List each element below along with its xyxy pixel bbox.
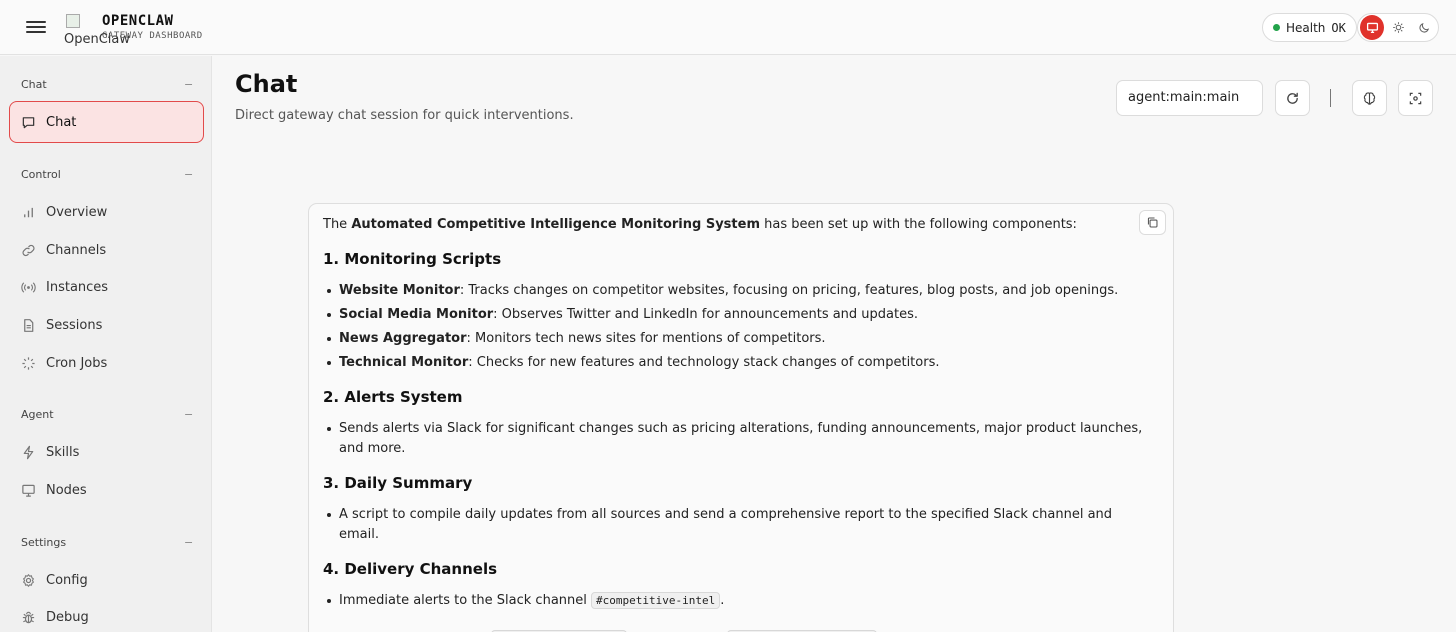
copy-message-button[interactable] — [1139, 210, 1166, 235]
page-subtitle: Direct gateway chat session for quick interventions. — [235, 108, 574, 123]
section-heading: 1. Monitoring Scripts — [323, 250, 502, 268]
sidebar-item-skills[interactable] — [9, 434, 204, 470]
collapse-agent-button[interactable]: − — [184, 408, 194, 421]
moon-icon — [1418, 21, 1431, 34]
alerts-list — [323, 419, 1143, 459]
monitor-icon — [1366, 21, 1379, 34]
refresh-icon — [1285, 91, 1300, 106]
sidebar-item-cron-jobs[interactable] — [9, 345, 204, 381]
sidebar-item-sessions[interactable] — [9, 307, 204, 343]
session-key-input[interactable]: agent:main:main — [1116, 80, 1263, 116]
loader-icon — [21, 356, 36, 371]
theme-system-button[interactable] — [1360, 15, 1384, 40]
section-heading: 2. Alerts System — [323, 388, 463, 406]
item-text: : Monitors tech news sites for mentions of competitors. — [466, 331, 826, 346]
thinking-toggle-button[interactable] — [1352, 80, 1387, 116]
broken-image-icon — [66, 14, 80, 28]
collapse-chat-button[interactable]: − — [184, 78, 194, 91]
health-status-dot — [1273, 24, 1280, 31]
brand-subtitle: GATEWAY DASHBOARD — [102, 31, 203, 41]
summary-list — [323, 505, 1143, 545]
toolbar-divider — [1330, 89, 1331, 107]
sidebar-item-label: Instances — [46, 279, 109, 295]
sidebar-group-control: Control — [21, 168, 61, 181]
item-text: : Tracks changes on competitor websites, focusing on pricing, features, blog posts, and job openings. — [459, 283, 1119, 298]
bug-icon — [21, 610, 36, 625]
assistant-message — [308, 203, 1174, 632]
sidebar-item-label: Sessions — [46, 317, 103, 333]
sidebar-item-label: Channels — [46, 242, 107, 258]
theme-light-button[interactable] — [1386, 15, 1410, 40]
sidebar-item-overview[interactable] — [9, 194, 204, 230]
sidebar-item-instances[interactable] — [9, 269, 204, 305]
health-label: Health — [1286, 20, 1326, 35]
message-intro — [323, 215, 1143, 235]
slack-channel-code: #competitive-intel — [591, 592, 720, 609]
link-icon — [21, 243, 36, 258]
item-text: : Checks for new features and technology stack changes of competitors. — [468, 355, 940, 370]
health-status: OK — [1331, 20, 1346, 35]
sidebar-item-label: Overview — [46, 204, 108, 220]
chat-bubble-icon — [21, 115, 36, 130]
copy-icon — [1146, 216, 1159, 229]
sun-icon — [1392, 21, 1405, 34]
list-item: A script to compile daily updates from all sources and send a comprehensive report to the specified Slack channel and email. — [323, 505, 1143, 545]
sidebar-item-label: Nodes — [46, 482, 87, 498]
section-heading: 4. Delivery Channels — [323, 560, 498, 578]
item-title: Social Media Monitor — [339, 307, 494, 322]
brand-title: OPENCLAW — [102, 13, 174, 29]
intro-text: The — [323, 217, 352, 232]
sidebar-item-label: Config — [46, 572, 88, 588]
list-item — [323, 329, 1143, 349]
item-text: . — [720, 593, 725, 608]
item-title: News Aggregator — [339, 331, 467, 346]
list-item — [323, 591, 1143, 611]
bar-chart-icon — [21, 205, 36, 220]
sidebar-group-agent: Agent — [21, 408, 54, 421]
list-item — [323, 353, 1143, 373]
sidebar-item-channels[interactable] — [9, 232, 204, 268]
logo — [64, 14, 131, 48]
gear-icon — [21, 573, 36, 588]
brain-icon — [1362, 91, 1377, 106]
list-item — [323, 281, 1143, 301]
focus-icon — [1408, 91, 1423, 106]
refresh-button[interactable] — [1275, 80, 1310, 116]
list-item — [323, 305, 1143, 325]
theme-dark-button[interactable] — [1412, 15, 1436, 40]
item-text: Immediate alerts to the Slack channel — [339, 593, 592, 608]
lightning-icon — [21, 445, 36, 460]
message-body — [323, 215, 1143, 615]
sidebar-item-debug[interactable] — [9, 599, 204, 632]
sidebar-group-chat: Chat — [21, 78, 47, 91]
document-icon — [21, 318, 36, 333]
top-bar — [0, 0, 1456, 55]
radio-signal-icon — [21, 280, 36, 295]
list-item: Sends alerts via Slack for significant changes such as pricing alterations, funding announcements, major product launches, and more. — [323, 419, 1143, 459]
sidebar-item-label: Cron Jobs — [46, 355, 108, 371]
collapse-settings-button[interactable]: − — [184, 536, 194, 549]
sidebar-item-label: Chat — [46, 114, 77, 130]
sidebar-group-settings: Settings — [21, 536, 67, 549]
health-badge — [1262, 13, 1357, 42]
collapse-control-button[interactable]: − — [184, 168, 194, 181]
sidebar-item-label: Debug — [46, 609, 89, 625]
page-title: Chat — [235, 70, 298, 98]
monitor-icon — [21, 483, 36, 498]
intro-text: has been set up with the following components: — [760, 217, 1077, 232]
item-title: Technical Monitor — [339, 355, 469, 370]
monitoring-scripts-list — [323, 281, 1143, 373]
sidebar-item-chat[interactable] — [9, 101, 204, 143]
sidebar-item-config[interactable] — [9, 562, 204, 598]
theme-toggle — [1357, 13, 1439, 42]
system-name: Automated Competitive Intelligence Monitoring System — [351, 217, 760, 232]
delivery-list — [323, 591, 1143, 611]
item-title: Website Monitor — [339, 283, 460, 298]
sidebar — [0, 56, 212, 632]
sidebar-item-label: Skills — [46, 444, 80, 460]
section-heading: 3. Daily Summary — [323, 474, 473, 492]
logo-alt-text: OpenClaw — [64, 32, 131, 47]
focus-mode-button[interactable] — [1398, 80, 1433, 116]
sidebar-item-nodes[interactable] — [9, 472, 204, 508]
menu-icon[interactable] — [26, 18, 46, 36]
item-text: : Observes Twitter and LinkedIn for announcements and updates. — [493, 307, 919, 322]
